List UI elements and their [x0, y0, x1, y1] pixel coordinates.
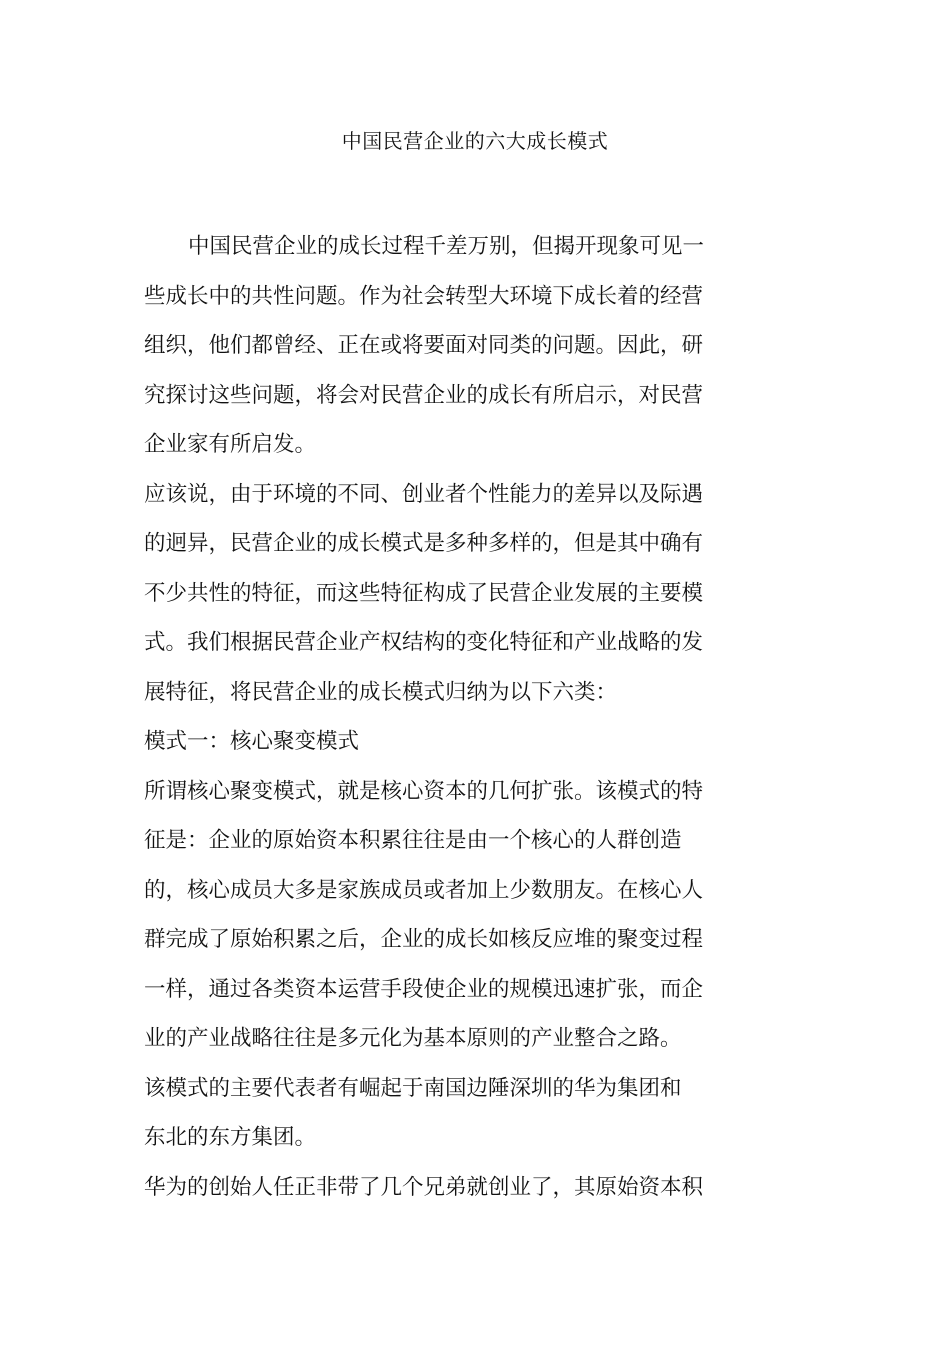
document-title: 中国民营企业的六大成长模式	[341, 129, 609, 153]
text-line: 应该说，由于环境的不同、创业者个性能力的差异以及际遇	[144, 481, 704, 507]
section-heading: 模式一：核心聚变模式	[144, 729, 360, 754]
text-line: 该模式的主要代表者有崛起于南国边陲深圳的华为集团和	[144, 1075, 682, 1101]
text-line: 群完成了原始积累之后，企业的成长如核反应堆的聚变过程	[144, 927, 704, 952]
text-line: 的迥异，民营企业的成长模式是多种多样的，但是其中确有	[144, 531, 704, 556]
text-line: 征是：企业的原始资本积累往往是由一个核心的人群创造	[144, 828, 682, 853]
text-line: 所谓核心聚变模式，就是核心资本的几何扩张。该模式的特	[144, 778, 704, 804]
text-line: 式。我们根据民营企业产权结构的变化特征和产业战略的发	[144, 630, 704, 655]
text-line: 的，核心成员大多是家族成员或者加上少数朋友。在核心人	[144, 877, 704, 903]
text-line: 业的产业战略往往是多元化为基本原则的产业整合之路。	[144, 1026, 682, 1051]
text-line: 一样，通过各类资本运营手段使企业的规模迅速扩张，而企	[144, 976, 704, 1002]
text-line: 组织，他们都曾经、正在或将要面对同类的问题。因此，研	[144, 333, 704, 358]
text-line: 企业家有所启发。	[144, 432, 317, 457]
text-line: 东北的东方集团。	[144, 1125, 317, 1150]
document-body	[144, 222, 744, 1212]
text-line: 不少共性的特征，而这些特征构成了民营企业发展的主要模	[144, 580, 704, 606]
text-line: 华为的创始人任正非带了几个兄弟就创业了，其原始资本积	[144, 1174, 704, 1200]
text-line: 些成长中的共性问题。作为社会转型大环境下成长着的经营	[144, 283, 704, 309]
text-line: 究探讨这些问题，将会对民营企业的成长有所启示，对民营	[144, 382, 704, 408]
text-line: 展特征，将民营企业的成长模式归纳为以下六类：	[144, 679, 618, 705]
text-line: 中国民营企业的成长过程千差万别，但揭开现象可见一	[188, 234, 705, 259]
